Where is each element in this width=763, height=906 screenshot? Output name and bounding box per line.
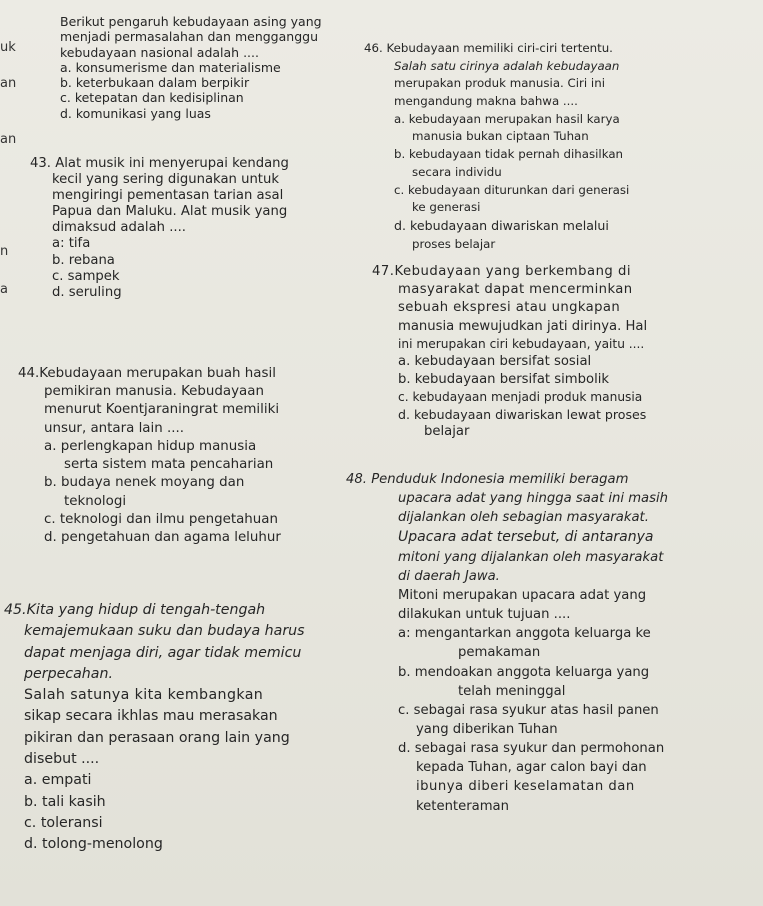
answer-option-continued: telah meninggal [458,683,566,699]
answer-option-continued: yang diberikan Tuhan [416,721,558,737]
question-number: 45. [4,602,27,618]
answer-option[interactable]: c. sampek [52,268,120,284]
answer-option[interactable]: d. kebudayaan diwariskan lewat proses [398,406,647,422]
question-43 [30,156,289,301]
question-stem-line: disebut .... [24,751,100,768]
question-stem-line: menurut Koentjaraningrat memiliki [44,402,280,418]
question-47 [372,263,647,442]
question-stem-line: unsur, antara lain .... [44,420,184,436]
answer-option[interactable]: c. ketepatan dan kedisiplinan [60,90,244,106]
question-stem-line: dijalankan oleh sebagian masyarakat. [398,510,649,526]
margin-fragment: uk [0,40,16,55]
answer-option-continued: belajar [424,424,470,440]
question-48 [346,470,668,816]
answer-option[interactable]: b. keterbukaan dalam berpikir [60,75,250,90]
question-stem-line: kecil yang sering digunakan untuk [52,172,279,188]
question-stem-line: Papua dan Maluku. Alat musik yang [52,204,288,220]
question-number: 47. [372,264,395,279]
answer-option[interactable]: d. pengetahuan dan agama leluhur [44,529,281,545]
answer-option[interactable]: b. tali kasih [24,793,106,810]
answer-option[interactable]: b. kebudayaan bersifat simbolik [398,371,610,387]
answer-option[interactable]: c. toleransi [24,814,103,831]
answer-option[interactable]: b. mendoakan anggota keluarga yang [398,664,650,680]
margin-fragment: an [0,76,17,91]
question-stem-line: 47.Kebudayaan yang berkembang di [372,264,632,279]
question-stem-line: 48. Penduduk Indonesia memiliki beragam [346,472,629,487]
answer-option[interactable]: a: tifa [52,236,91,252]
question-44 [18,365,281,547]
question-stem-line: ini merupakan ciri kebudayaan, yaitu .... [398,336,645,351]
question-stem-line: kemajemukaan suku dan budaya harus [24,623,305,640]
question-stem-line: pemikiran manusia. Kebudayaan [44,384,264,400]
question-stem-line: 45.Kita yang hidup di tengah-tengah [4,602,266,618]
answer-option-continued: serta sistem mata pencaharian [64,457,274,473]
question-stem-line: dimaksud adalah .... [52,220,186,236]
answer-option[interactable]: d. komunikasi yang luas [60,105,211,121]
margin-fragment: a [0,282,8,297]
answer-option[interactable]: d. tolong-menolong [24,836,163,853]
answer-option[interactable]: d. seruling [52,284,122,300]
question-stem-line: perpecahan. [24,665,113,682]
question-stem-line: Upacara adat tersebut, di antaranya [398,529,654,546]
answer-option-continued: kepada Tuhan, agar calon bayi dan [416,760,647,776]
answer-option[interactable]: c. kebudayaan menjadi produk manusia [398,390,643,405]
question-number: 48. [346,472,367,487]
answer-option[interactable]: b. kebudayaan tidak pernah dihasilkan [394,147,624,162]
question-stem-line: mengandung makna bahwa .... [394,94,578,109]
margin-fragment: an [0,132,17,147]
answer-option-continued: teknologi [64,493,127,509]
question-stem-line: dapat menjaga diri, agar tidak memicu [24,644,302,661]
answer-option[interactable]: d. kebudayaan diwariskan melalui [394,217,609,233]
question-stem-line: 44.Kebudayaan merupakan buah hasil [18,366,276,381]
answer-option-continued: ibunya diberi keselamatan dan [416,779,635,795]
question-stem-line: Berikut pengaruh kebudayaan asing yang [60,14,322,29]
question-stem-line: sikap secara ikhlas mau merasakan [24,708,278,725]
answer-option[interactable]: d. sebagai rasa syukur dan permohonan [398,741,665,757]
answer-option[interactable]: a. perlengkapan hidup manusia [44,438,257,454]
question-stem-line: Salah satunya kita kembangkan [24,687,264,704]
question-stem-line: masyarakat dapat mencerminkan [398,282,633,298]
question-stem-line: pikiran dan perasaan orang lain yang [24,729,290,746]
answer-option[interactable]: c. sebagai rasa syukur atas hasil panen [398,702,659,718]
answer-option[interactable]: a. kebudayaan bersifat sosial [398,353,592,369]
question-stem-line: mitoni yang dijalankan oleh masyarakat [398,549,664,565]
answer-option-continued: pemakaman [458,645,541,661]
question-stem-line: 46. Kebudayaan memiliki ciri-ciri tertentu. [364,41,613,55]
question-stem-line: menjadi permasalahan dan mengganggu [60,29,318,45]
question-stem-line: di daerah Jawa. [398,568,500,584]
question-stem-line: Salah satu cirinya adalah kebudayaan [394,58,620,73]
question-number: 46. [364,41,383,55]
answer-option-continued: ke generasi [412,200,481,215]
question-stem-line: sebuah ekspresi atau ungkapan [398,300,621,316]
answer-option-continued: secara individu [412,164,502,179]
question-45 [4,600,305,856]
answer-option[interactable]: b. budaya nenek moyang dan [44,475,245,491]
question-stem-line: upacara adat yang hingga saat ini masih [398,491,669,507]
margin-fragment: n [0,244,9,259]
question-stem-line: manusia mewujudkan jati dirinya. Hal [398,318,648,334]
question-stem-line: kebudayaan nasional adalah .... [60,44,259,60]
answer-option[interactable]: b. rebana [52,252,115,268]
answer-option[interactable]: a. empati [24,772,92,789]
answer-option[interactable]: c. kebudayaan diturunkan dari generasi [394,182,630,197]
question-42 [60,14,322,121]
answer-option[interactable]: a. konsumerisme dan materialisme [60,59,281,75]
question-stem-line: mengiringi pementasan tarian asal [52,188,284,204]
question-number: 44. [18,366,40,381]
answer-option-continued: ketenteraman [416,798,509,814]
answer-option[interactable]: c. teknologi dan ilmu pengetahuan [44,511,278,527]
answer-option-continued: manusia bukan ciptaan Tuhan [412,129,589,144]
answer-option-continued: proses belajar [412,236,496,251]
question-stem-line: dilakukan untuk tujuan .... [398,607,571,623]
question-stem-line: 43. Alat musik ini menyerupai kendang [30,156,289,171]
question-stem-line: Mitoni merupakan upacara adat yang [398,588,647,603]
question-number: 43. [30,156,51,171]
answer-option[interactable]: a: mengantarkan anggota keluarga ke [398,626,651,642]
answer-option[interactable]: a. kebudayaan merupakan hasil karya [394,111,620,126]
question-stem-line: merupakan produk manusia. Ciri ini [394,76,605,91]
question-46 [364,40,629,253]
